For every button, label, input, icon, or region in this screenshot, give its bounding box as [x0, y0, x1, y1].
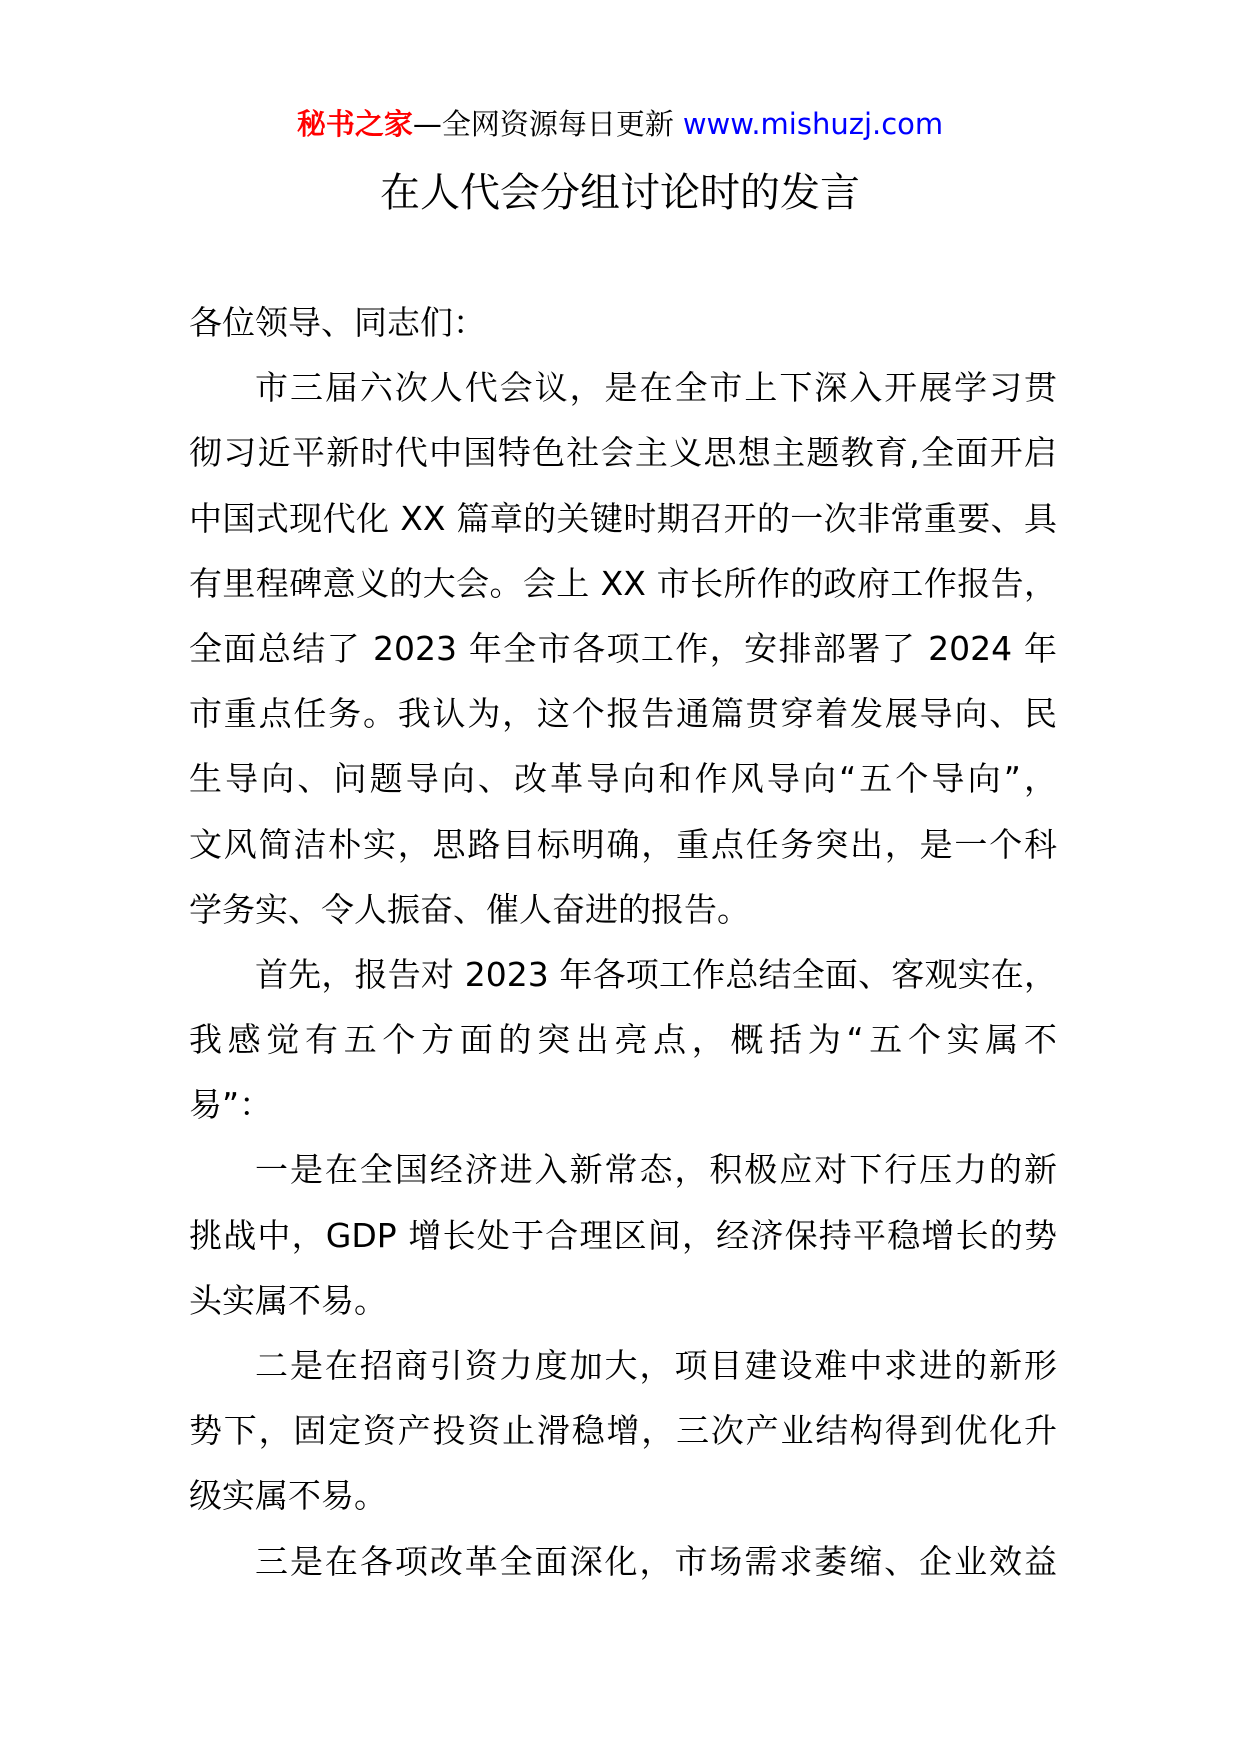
- text-line: 文风简洁朴实，思路目标明确，重点任务突出，是一个科: [189, 824, 1057, 864]
- body-paragraph: [189, 942, 1057, 1138]
- text-line: 中国式现代化 XX 篇章的关键时期召开的一次非常重要、具: [189, 498, 1057, 538]
- text-line: 市重点任务。我认为，这个报告通篇贯穿着发展导向、民: [189, 694, 1057, 734]
- text-line: 生导向、问题导向、改革导向和作风导向“五个导向”，: [189, 759, 1057, 799]
- text-line: 势下，固定资产投资止滑稳增，三次产业结构得到优化升: [189, 1411, 1057, 1451]
- text-line: 全面总结了 2023 年全市各项工作，安排部署了 2024 年: [189, 628, 1057, 668]
- body-paragraph: [189, 1529, 1057, 1594]
- banner-tagline: —全网资源每日更新: [412, 107, 674, 141]
- text-line: 首先，报告对 2023 年各项工作总结全面、客观实在，: [255, 954, 1057, 994]
- site-banner: [0, 102, 1240, 146]
- site-url: www.mishuzj.com: [682, 107, 944, 141]
- brand-name: 秘书之家: [296, 107, 413, 141]
- text-line: 二是在招商引资力度加大，项目建设难中求进的新形: [255, 1346, 1057, 1385]
- text-line: 有里程碑意义的大会。会上 XX 市长所作的政府工作报告，: [189, 563, 1057, 603]
- document-body: [189, 290, 1057, 1594]
- text-line: 易”：: [189, 1085, 273, 1125]
- text-line: 一是在全国经济进入新常态，积极应对下行压力的新: [255, 1150, 1057, 1190]
- text-line: 挑战中，GDP 增长处于合理区间，经济保持平稳增长的势: [189, 1215, 1057, 1255]
- text-line: 头实属不易。: [189, 1280, 387, 1320]
- text-line: 学务实、令人振奋、催人奋进的报告。: [189, 889, 750, 929]
- body-paragraph: [189, 355, 1057, 942]
- document-title: 在人代会分组讨论时的发言: [380, 170, 860, 216]
- text-line: 市三届六次人代会议，是在全市上下深入开展学习贯: [255, 368, 1057, 408]
- text-line: 彻习近平新时代中国特色社会主义思想主题教育,全面开启: [189, 433, 1057, 473]
- salutation: 各位领导、同志们：: [189, 303, 486, 342]
- text-line: 级实属不易。: [189, 1476, 387, 1516]
- body-paragraph: [189, 1333, 1057, 1529]
- text-line: 三是在各项改革全面深化，市场需求萎缩、企业效益: [255, 1541, 1057, 1581]
- body-paragraph: [189, 1137, 1057, 1333]
- text-line: 我感觉有五个方面的突出亮点，概括为“五个实属不: [189, 1020, 1057, 1060]
